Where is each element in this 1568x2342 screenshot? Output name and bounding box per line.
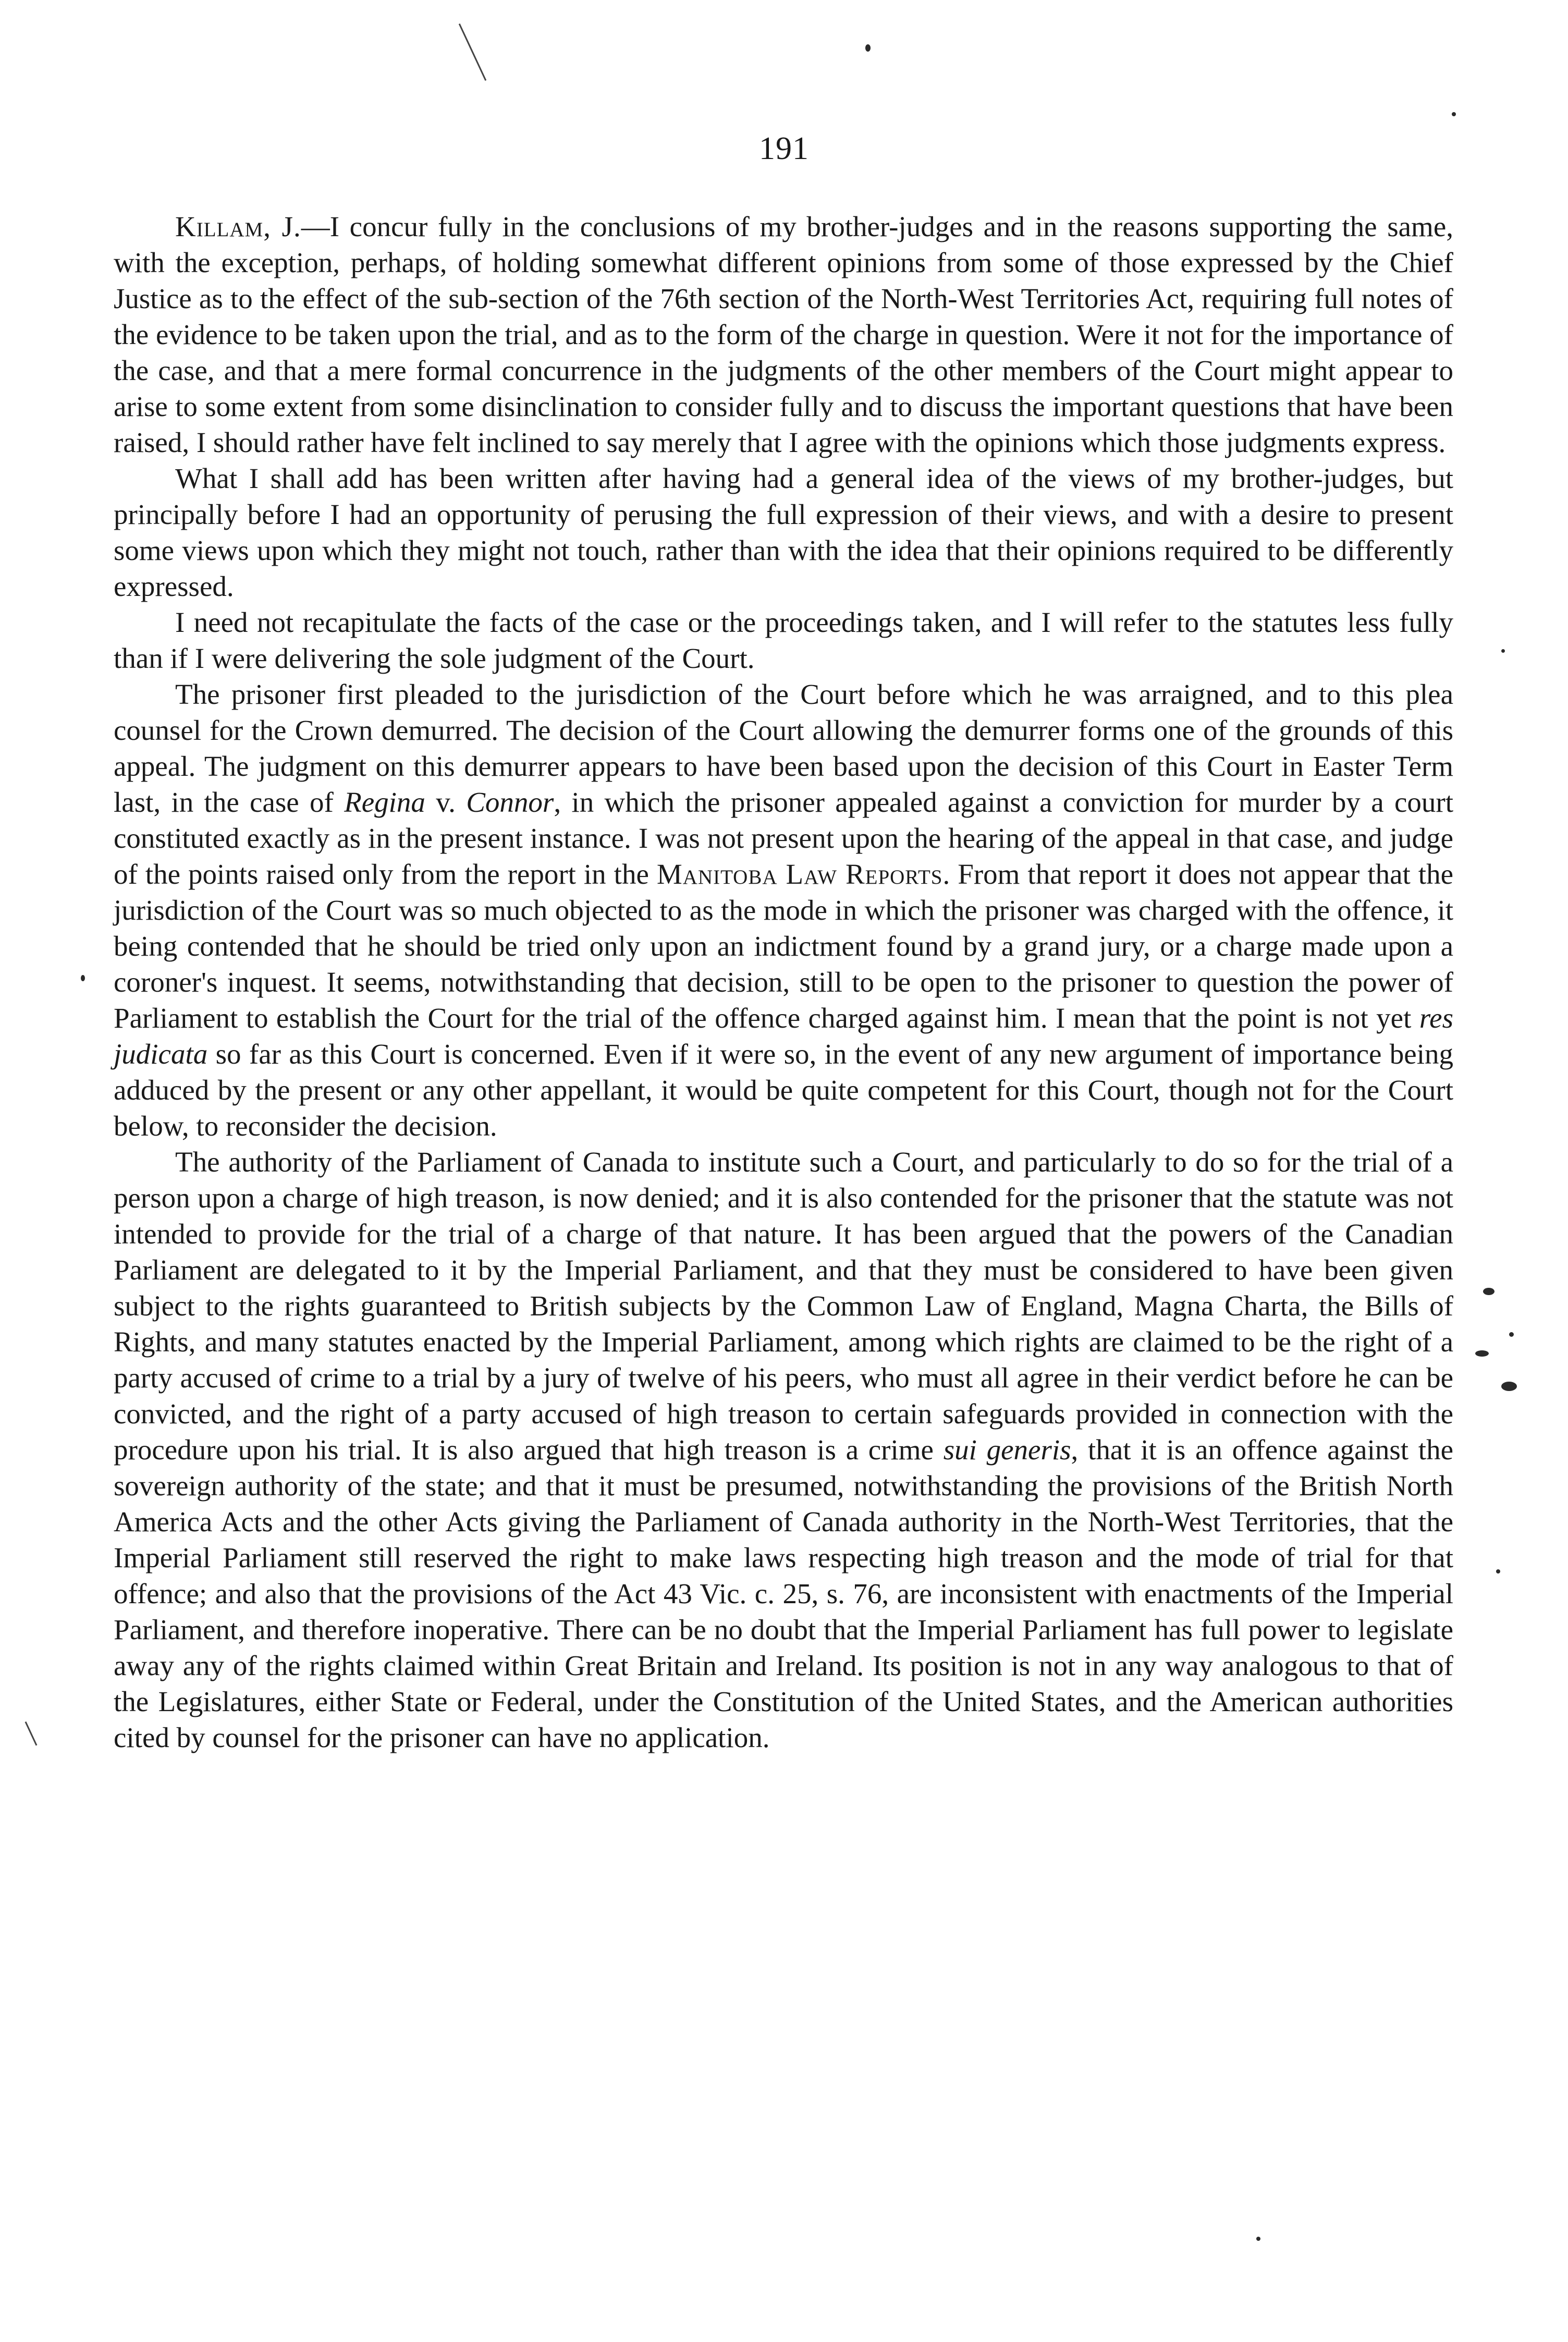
paragraph-5 bbox=[114, 1144, 1453, 1755]
law-reports-title: Manitoba Law Reports bbox=[656, 858, 943, 890]
paragraph-4-part-1: The prisoner first pleaded to the jurisdiction of the Court before which he was arraigned, and to this plea counsel for the Crown demurred. The decision of the Court allowing the demurrer forms one of the grounds of this appeal. The judgment on this demurrer appears to have been based upon the decision of this Court in Easter Term last, in the case of bbox=[114, 678, 1453, 818]
scan-speck bbox=[1501, 649, 1505, 653]
scan-speck bbox=[81, 975, 85, 981]
sui-generis: sui generis bbox=[943, 1434, 1071, 1466]
scan-speck bbox=[1452, 112, 1456, 116]
paragraph-2: What I shall add has been written after having had a general idea of the views of my brother-judges, but principally before I had an opportunity of perusing the full expression of their views, and with a desire to present some views upon which they might not touch, rather than with the idea that their opinions required to be differently expressed. bbox=[114, 462, 1453, 602]
scan-speck bbox=[865, 44, 871, 52]
paragraph-3: I need not recapitulate the facts of the case or the proceedings taken, and I will refer to the statutes less fully than if I were delivering the sole judgment of the Court. bbox=[114, 606, 1453, 674]
case-name-connor: Connor bbox=[466, 786, 554, 818]
paragraph-4-part-3: . From that report it does not appear that the jurisdiction of the Court was so much objected to as the mode in which the prisoner was charged with the offence, it being contended that he should be tried only upon an indictment found by a grand jury, or a charge made upon a coroner's inquest. It seems, notwithstanding that decision, still to be open to the prisoner to question the power of Parliament to establish the Court for the trial of the offence charged against him. I mean that the point is not yet bbox=[114, 858, 1453, 1034]
res-judicata: res judicata bbox=[114, 1002, 1453, 1070]
page-number: 191 bbox=[759, 131, 809, 166]
paragraph-5-part-2: , that it is an offence against the sovereign authority of the state; and that it must be presumed, notwithstanding the provisions of the British North America Acts and the other Acts giving the Parliament of Canada authority in the North-West Territories, that the Imperial Parliament still reserved the right to make laws respecting high treason and the mode of trial for that offence; and also that the provisions of the Act 43 Vic. c. 25, s. 76, are inconsistent with enactments of the Imperial Parliament, and therefore inoperative. There can be no doubt that the Imperial Parliament has full power to legislate away any of the rights claimed within Great Britain and Ireland. Its position is not in any way analogous to that of the Legislatures, either State or Federal, under the Constitution of the United States, and the American authorities cited by counsel for the prisoner can have no application. bbox=[114, 1434, 1453, 1753]
case-versus: v. bbox=[425, 786, 467, 818]
paragraph-5-part-1: The authority of the Parliament of Canada to institute such a Court, and particularly to do so for the trial of a person upon a charge of high treason, is now denied; and it is also contended for the prisoner that the statute was not intended to provide for the trial of a charge of that nature. It has been argued that the powers of the Canadian Parliament are delegated to it by the Imperial Parliament, and that they must be considered to have been given subject to the rights guaranteed to British subjects by the Common Law of England, Magna Charta, the Bills of Rights, and many statutes enacted by the Imperial Parliament, among which rights are claimed to be the right of a party accused of crime to a trial by a jury of twelve of his peers, who must all agree in their verdict before he can be convicted, and the right of a party accused of high treason to certain safeguards provided in connection with the procedure upon his trial. It is also argued that high treason is a crime bbox=[114, 1146, 1453, 1466]
judgment-text bbox=[114, 209, 1453, 1755]
paragraph-4-part-2: , in which the prisoner appealed against a conviction for murder by a court constituted exactly as in the present instance. I was not present upon the hearing of the appeal in that case, and judge of the points raised only from the report in the bbox=[114, 786, 1453, 890]
judge-name: Killam, J. bbox=[175, 211, 301, 242]
margin-scan-mark bbox=[25, 1722, 38, 1746]
paragraph-4 bbox=[114, 676, 1453, 1144]
scan-speck bbox=[1483, 1288, 1494, 1295]
case-name-regina: Regina bbox=[344, 786, 425, 818]
paragraph-4-part-4: so far as this Court is concerned. Even if it were so, in the event of any new argument of importance being adduced by the present or any other appellant, it would be quite competent for this Court, though not for the Court below, to reconsider the decision. bbox=[114, 1038, 1453, 1142]
top-scan-mark bbox=[459, 23, 486, 81]
scan-speck bbox=[1496, 1569, 1500, 1573]
scan-speck bbox=[1501, 1382, 1517, 1391]
scan-speck bbox=[1509, 1332, 1514, 1337]
paragraph-1-text: —I concur fully in the conclusions of my brother-judges and in the reasons supporting the same, with the exception, perhaps, of holding somewhat different opinions from some of those expressed by the Chief Justice as to the effect of the sub-section of the 76th section of the North-West Territories Act, requiring full notes of the evidence to be taken upon the trial, and as to the form of the charge in question. Were it not for the importance of the case, and that a mere formal concurrence in the judgments of the other members of the Court might appear to arise to some extent from some disinclination to consider fully and to discuss the important questions that have been raised, I should rather have felt inclined to say merely that I agree with the opinions which those judgments express. bbox=[114, 211, 1453, 458]
paragraph-1 bbox=[114, 209, 1453, 460]
scan-speck bbox=[1256, 2237, 1260, 2241]
scan-speck bbox=[1475, 1350, 1489, 1357]
